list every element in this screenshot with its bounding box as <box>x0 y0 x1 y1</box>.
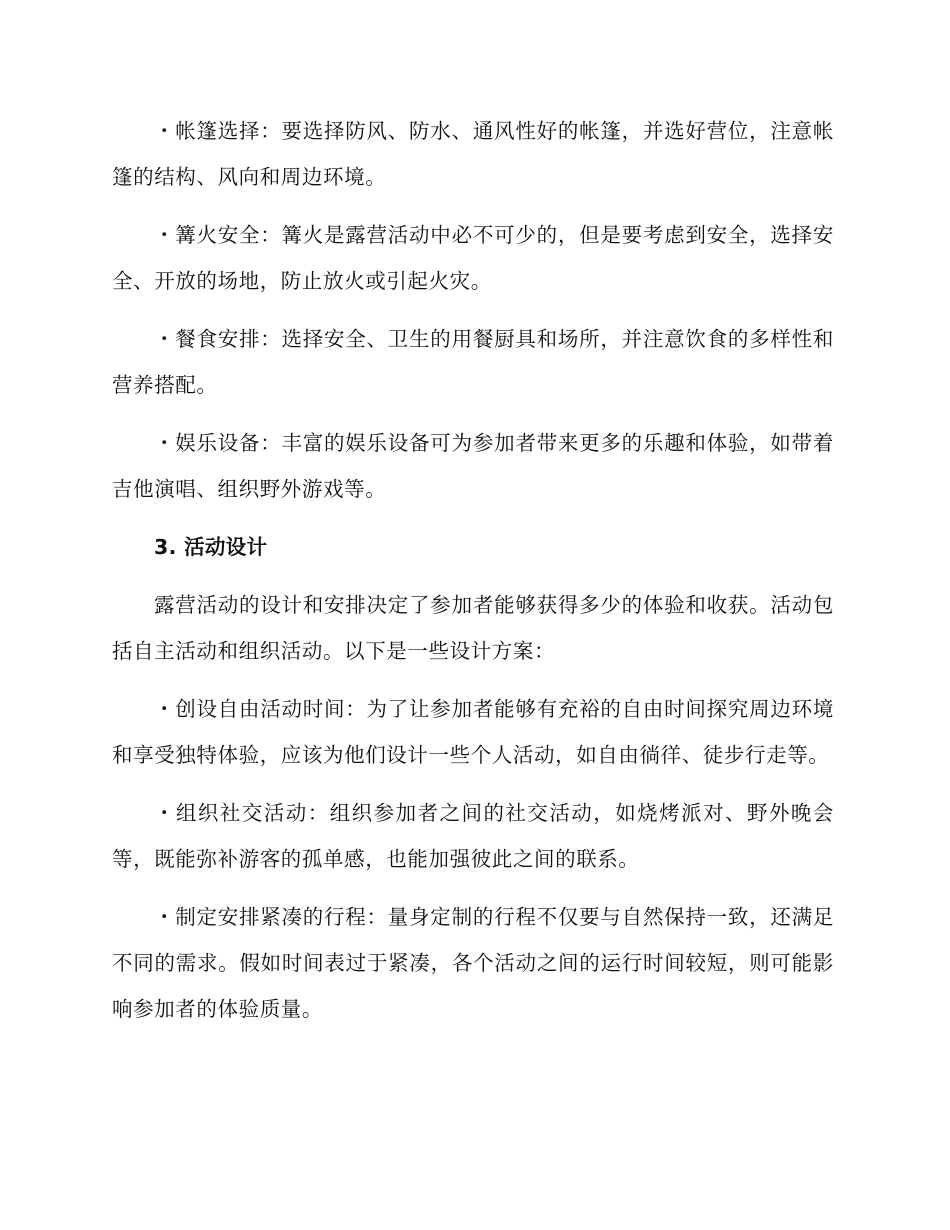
paragraph-meal-arrangement: ・餐食安排：选择安全、卫生的用餐厨具和场所，并注意饮食的多样性和营养搭配。 <box>112 327 834 397</box>
paragraph-entertainment-equipment: ・娱乐设备：丰富的娱乐设备可为参加者带来更多的乐趣和体验，如带着吉他演唱、组织野外游戏等。 <box>112 431 834 501</box>
paragraph-compact-itinerary: ・制定安排紧凑的行程：量身定制的行程不仅要与自然保持一致，还满足不同的需求。假如时间表过于紧凑，各个活动之间的运行时间较短，则可能影响参加者的体验质量。 <box>112 905 834 1021</box>
paragraph-social-activities: ・组织社交活动：组织参加者之间的社交活动，如烧烤派对、野外晚会等，既能弥补游客的孤单感，也能加强彼此之间的联系。 <box>112 801 834 871</box>
paragraph-free-activity-time: ・创设自由活动时间：为了让参加者能够有充裕的自由时间探究周边环境和享受独特体验，应该为他们设计一些个人活动，如自由徜徉、徒步行走等。 <box>112 697 834 767</box>
paragraph-tent-selection: ・帐篷选择：要选择防风、防水、通风性好的帐篷，并选好营位，注意帐篷的结构、风向和周边环境。 <box>112 119 834 189</box>
paragraph-campfire-safety: ・篝火安全：篝火是露营活动中必不可少的，但是要考虑到安全，选择安全、开放的场地，防止放火或引起火灾。 <box>112 223 834 293</box>
section-heading-activity-design: 3. 活动设计 <box>154 535 268 559</box>
paragraph-activity-intro: 露营活动的设计和安排决定了参加者能够获得多少的体验和收获。活动包括自主活动和组织活动。以下是一些设计方案： <box>112 593 834 663</box>
